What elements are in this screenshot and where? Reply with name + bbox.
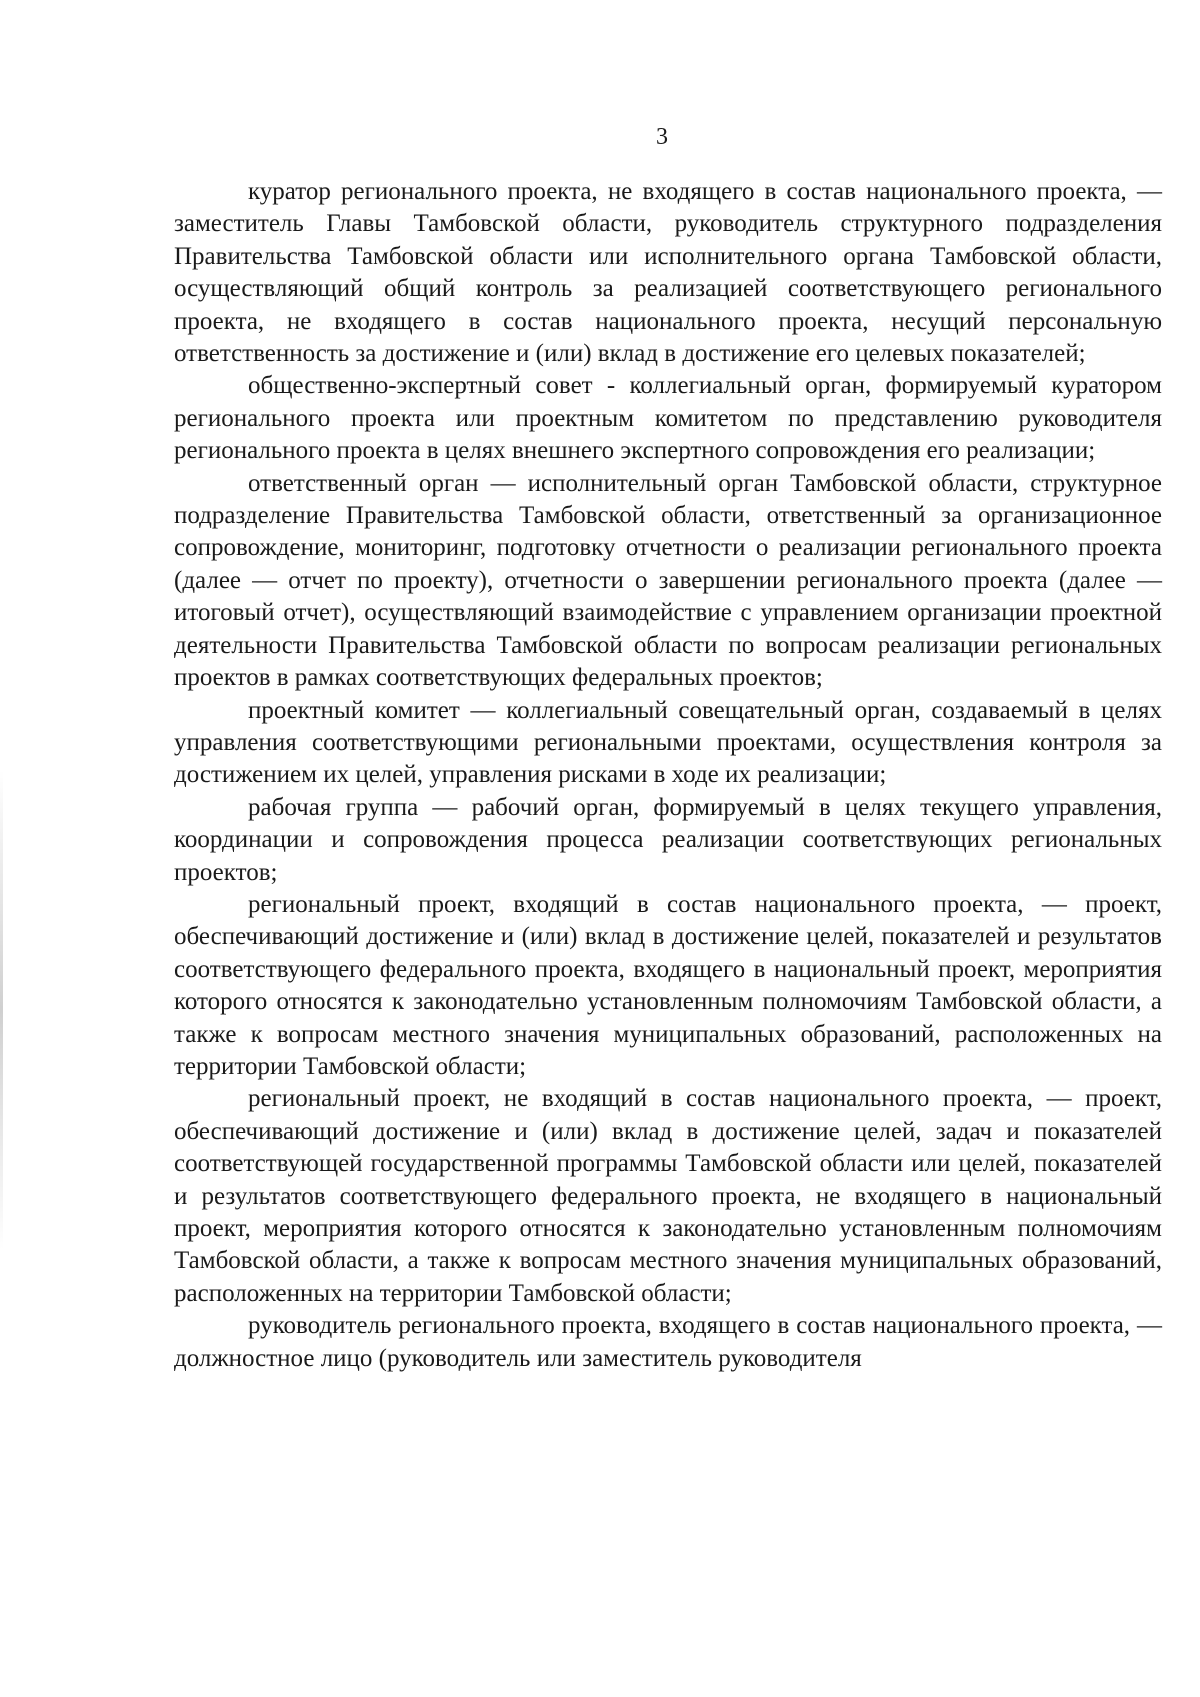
paragraph-working-group-definition: рабочая группа — рабочий орган, формируемый в целях текущего управления, координации и сопровождения процесса реализации соответствующих региональных проектов; <box>174 793 1162 886</box>
paragraph-curator-definition: куратор регионального проекта, не входящего в состав национального проекта, — заместитель Главы Тамбовской области, руководитель структурного подразделения Правительства Тамбовской области или исполнительного органа Тамбовской области, осуществляющий общий контроль за реализацией соответствующего регионального проекта, не входящего в состав национального проекта, несущий персональную ответственность за достижение и (или) вклад в достижение его целевых показателей; <box>174 178 1162 368</box>
paragraph-responsible-body-definition: ответственный орган — исполнительный орган Тамбовской области, структурное подразделение Правительства Тамбовской области, ответственный за организационное сопровождение, мониторинг, подготовку отчетности о реализации регионального проекта (далее — отчет по проекту), отчетности о завершении регионального проекта (далее — итоговый отчет), осуществляющий взаимодействие с управлением организации проектной деятельности Правительства Тамбовской области по вопросам реализации региональных проектов в рамках соответствующих федеральных проектов; <box>174 469 1162 692</box>
document-body <box>174 176 1162 1375</box>
scan-edge-shadow <box>0 770 3 1250</box>
page-number: 3 <box>656 124 668 150</box>
paragraph-expert-council-definition: общественно-экспертный совет - коллегиальный орган, формируемый куратором регионального проекта или проектным комитетом по представлению руководителя регионального проекта в целях внешнего экспертного сопровождения его реализации; <box>174 372 1162 465</box>
paragraph-project-committee-definition: проектный комитет — коллегиальный совещательный орган, создаваемый в целях управления соответствующими региональными проектами, осуществления контроля за достижением их целей, управления рисками в ходе их реализации; <box>174 696 1162 789</box>
paragraph-regional-project-national-definition: региональный проект, входящий в состав национального проекта, — проект, обеспечивающий достижение и (или) вклад в достижение целей, показателей и результатов соответствующего федерального проекта, входящего в национальный проект, мероприятия которого относятся к законодательно установленным полномочиям Тамбовской области, а также к вопросам местного значения муниципальных образований, расположенных на территории Тамбовской области; <box>174 890 1162 1080</box>
paragraph-regional-project-non-national-definition: региональный проект, не входящий в состав национального проекта, — проект, обеспечивающий достижение и (или) вклад в достижение целей, задач и показателей соответствующей государственной программы Тамбовской области или целей, показателей и результатов соответствующего федерального проекта, не входящего в национальный проект, мероприятия которого относятся к законодательно установленным полномочиям Тамбовской области, а также к вопросам местного значения муниципальных образований, расположенных на территории Тамбовской области; <box>174 1085 1162 1307</box>
paragraph-project-head-definition: руководитель регионального проекта, входящего в состав национального проекта, — должностное лицо (руководитель или заместитель руководителя <box>174 1312 1162 1372</box>
